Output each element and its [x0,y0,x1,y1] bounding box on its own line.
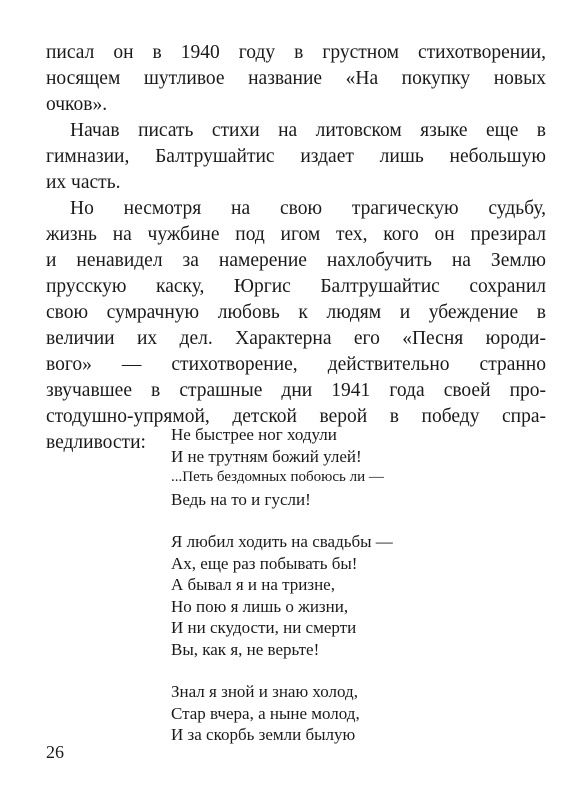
text-line: очков». [46,94,108,115]
poem-line: Ведь на то и гусли! [171,489,311,509]
paragraph [46,40,546,118]
text-line: вого» — стихотворение, действительно странно [46,354,546,375]
text-line: ведливости: [46,432,146,453]
poem-line: Я любил ходить на свадьбы — [171,532,393,551]
poem-line: А бывал я и на тризне, [171,575,335,594]
paragraph [46,118,546,196]
poem-stanza [171,681,393,746]
text-line: стодушно-упрямой, детской верой в победу спра- [46,406,546,427]
text-line: Но несмотря на свою трагическую судьбу, [70,198,546,219]
paragraph [46,196,546,456]
text-line: гимназии, Балтрушайтис издает лишь небольшую [46,146,546,167]
text-line: звучавшее в страшные дни 1941 года своей про- [46,380,546,401]
text-line: и ненавидел за намерение нахлобучить на Землю [46,250,546,271]
poem-line: Стар вчера, а ныне молод, [171,703,360,723]
poem-line: Вы, как я, не верьте! [171,639,320,659]
text-line: прусскую каску, Юргис Балтрушайтис сохранил [46,276,546,297]
poem-line: И не трутням божий улей! [171,446,362,466]
poem [171,424,393,767]
poem-line: Не быстрее ног ходули [171,425,337,444]
poem-line: ...Петь бездомных побоюсь ли — [171,469,384,485]
text-line: жизнь на чужбине под игом тех, кого он презирал [46,224,546,245]
poem-line: Ах, еще раз побывать бы! [171,553,358,573]
poem-line: Но пою я лишь о жизни, [171,596,349,616]
text-line: Начав писать стихи на литовском языке еще в [70,120,546,141]
text-line: писал он в 1940 году в грустном стихотворении, [46,42,546,63]
poem-stanza [171,424,393,510]
prose-text [46,40,546,456]
text-line: носящем шутливое название «На покупку новых [46,68,546,89]
page-number: 26 [46,742,64,762]
text-line: свою сумрачную любовь к людям и убеждение в [46,302,546,323]
text-line: их часть. [46,172,121,193]
poem-line: И за скорбь земли былую [171,725,356,744]
poem-stanza [171,531,393,660]
poem-line: Знал я зной и знаю холод, [171,682,358,701]
poem-line: И ни скудости, ни смерти [171,618,357,637]
text-line: величии их дел. Характерна его «Песня юроди- [46,328,546,349]
